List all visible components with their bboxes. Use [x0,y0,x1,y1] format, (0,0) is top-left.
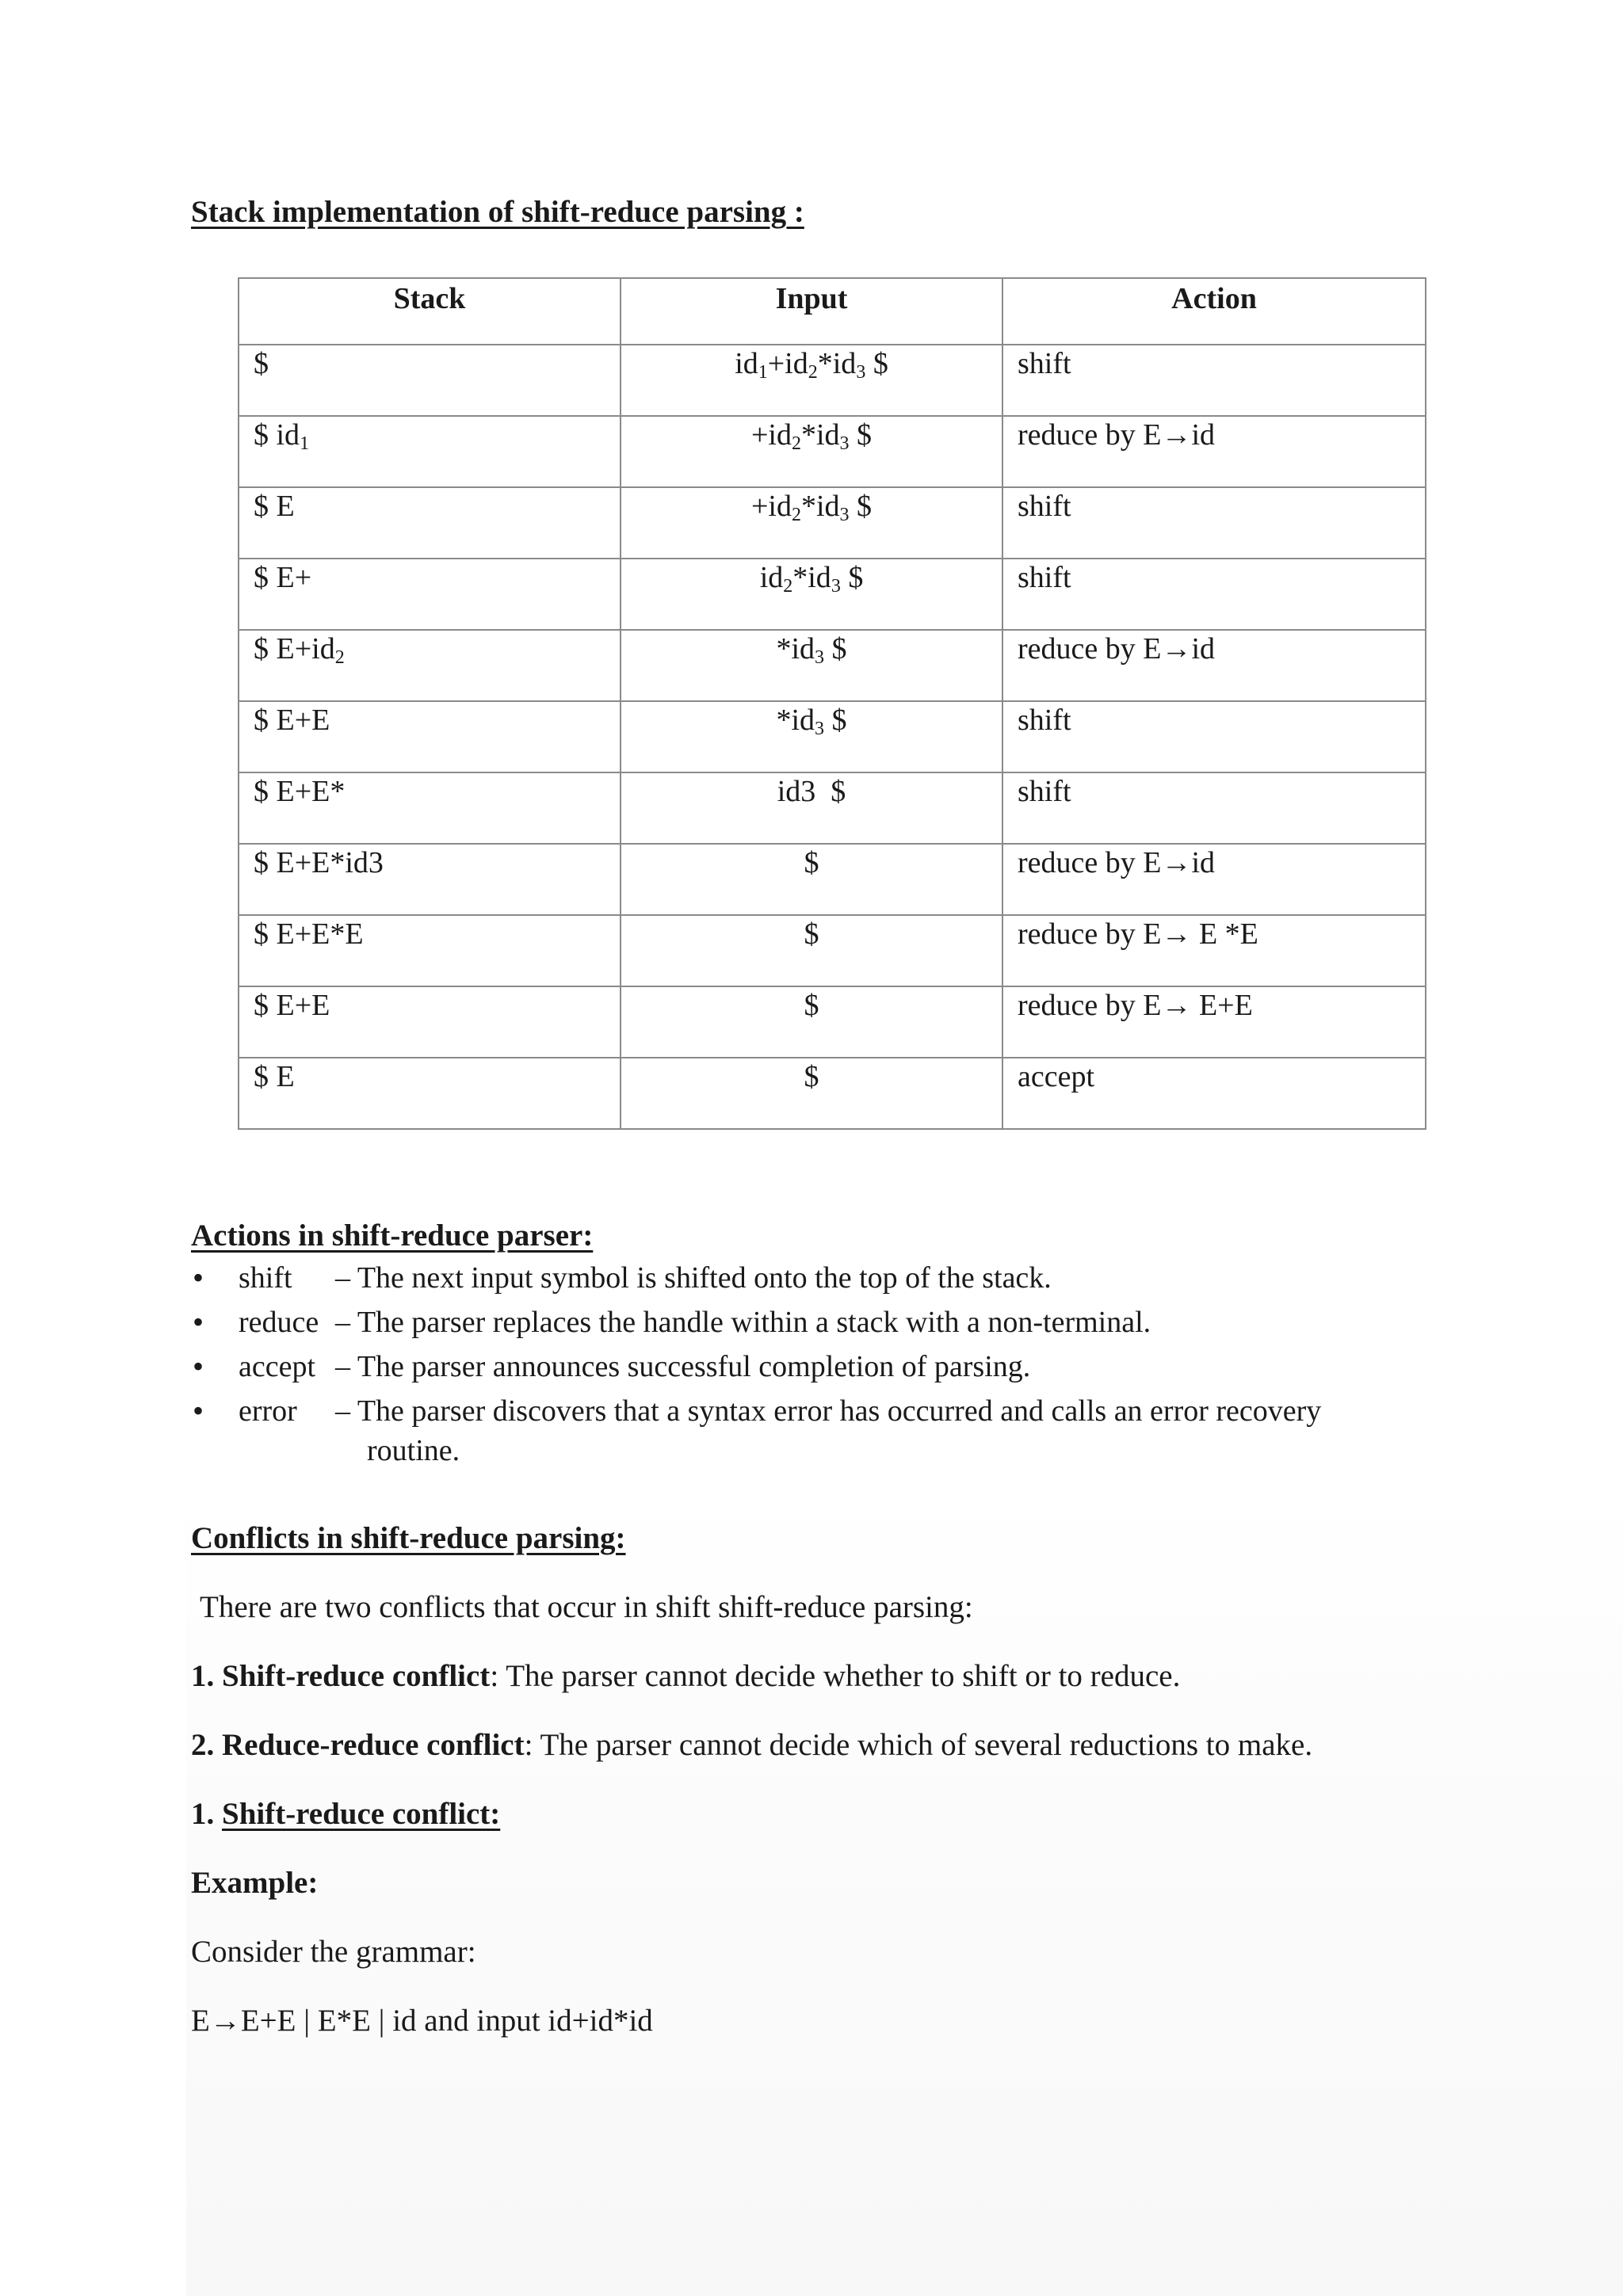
action-cell: reduce by E→ E+E [1002,986,1426,1058]
input-cell: $*id_3$ $ [621,630,1002,701]
action-cell: reduce by E→ E *E [1002,915,1426,986]
stack-cell: $ $id_1$ [239,416,621,487]
stack-cell: $ E+E [239,986,621,1058]
subheading-label: Shift-reduce conflict: [222,1797,501,1831]
column-header-action: Action [1002,278,1426,345]
action-list-item [191,1389,1431,1471]
table-row [239,345,1426,416]
conflict-2-label: 2. Reduce-reduce conflict [191,1728,525,1762]
stack-cell: $ E+E [239,701,621,772]
column-header-stack: Stack [239,278,621,345]
action-cell: shift [1002,559,1426,630]
table-row [239,559,1426,630]
action-description: – The parser announces successful completion of parsing. [335,1350,1031,1383]
conflict-2 [191,1730,1312,1760]
action-list-item [191,1300,1431,1344]
table-row [239,416,1426,487]
actions-heading: Actions in shift-reduce parser: [191,1219,594,1253]
consider-text: Consider the grammar: [191,1935,476,1969]
action-cell: shift [1002,772,1426,844]
action-term: accept [239,1350,316,1383]
shift-reduce-subheading [191,1798,500,1829]
input-cell: $id_2*id_3$ $ [621,559,1002,630]
table-header-row [239,278,1426,345]
action-description-continued: routine. [367,1434,460,1467]
input-cell: $*id_3$ $ [621,701,1002,772]
action-cell: shift [1002,701,1426,772]
table-row [239,915,1426,986]
action-description: – The parser discovers that a syntax error has occurred and calls an error recovery [335,1394,1322,1428]
subheading-number: 1. [191,1797,222,1831]
table-row [239,1058,1426,1129]
action-description: – The parser replaces the handle within a stack with a non-terminal. [335,1306,1151,1339]
example-label: Example: [191,1866,319,1900]
stack-cell: $ E [239,1058,621,1129]
action-description: – The next input symbol is shifted onto the top of the stack. [335,1261,1052,1295]
grammar-text: E→E+E | E*E | id and input id+id*id [191,2004,653,2038]
table-row [239,487,1426,559]
action-cell: shift [1002,487,1426,559]
table-row [239,701,1426,772]
action-list-item [191,1256,1431,1300]
table-row [239,844,1426,915]
actions-list [191,1256,1431,1471]
input-cell: $id_1+id_2*id_3$ $ [621,345,1002,416]
stack-cell: $ E+E* [239,772,621,844]
conflict-1-label: 1. Shift-reduce conflict [191,1659,491,1693]
input-cell: $ [621,915,1002,986]
stack-cell: $ E+E*E [239,915,621,986]
column-header-input: Input [621,278,1002,345]
action-cell: shift [1002,345,1426,416]
input-cell: id3 $ [621,772,1002,844]
action-cell: reduce by E→id [1002,844,1426,915]
action-cell: reduce by E→id [1002,630,1426,701]
shift-reduce-table [238,277,1426,1130]
action-term: shift [239,1261,292,1295]
table-body [239,345,1426,1129]
stack-cell: $ E [239,487,621,559]
conflict-1 [191,1661,1180,1691]
conflict-2-text: : The parser cannot decide which of several reductions to make. [524,1728,1313,1762]
table-row [239,772,1426,844]
stack-cell: $ E+E*id3 [239,844,621,915]
table-row [239,986,1426,1058]
action-term: error [239,1394,297,1428]
input-cell: $+id_2*id_3$ $ [621,487,1002,559]
action-term: reduce [239,1306,319,1339]
action-cell: accept [1002,1058,1426,1129]
table-row [239,630,1426,701]
page-title: Stack implementation of shift-reduce parsing : [191,195,804,229]
stack-cell: $ $E+id_2$ [239,630,621,701]
conflicts-intro: There are two conflicts that occur in shift shift-reduce parsing: [200,1590,973,1624]
input-cell: $ [621,1058,1002,1129]
stack-cell: $ [239,345,621,416]
action-list-item [191,1344,1431,1389]
conflicts-heading: Conflicts in shift-reduce parsing: [191,1521,626,1555]
input-cell: $+id_2*id_3$ $ [621,416,1002,487]
stack-cell: $ E+ [239,559,621,630]
conflict-1-text: : The parser cannot decide whether to shift or to reduce. [490,1659,1181,1693]
input-cell: $ [621,844,1002,915]
input-cell: $ [621,986,1002,1058]
action-cell: reduce by E→id [1002,416,1426,487]
